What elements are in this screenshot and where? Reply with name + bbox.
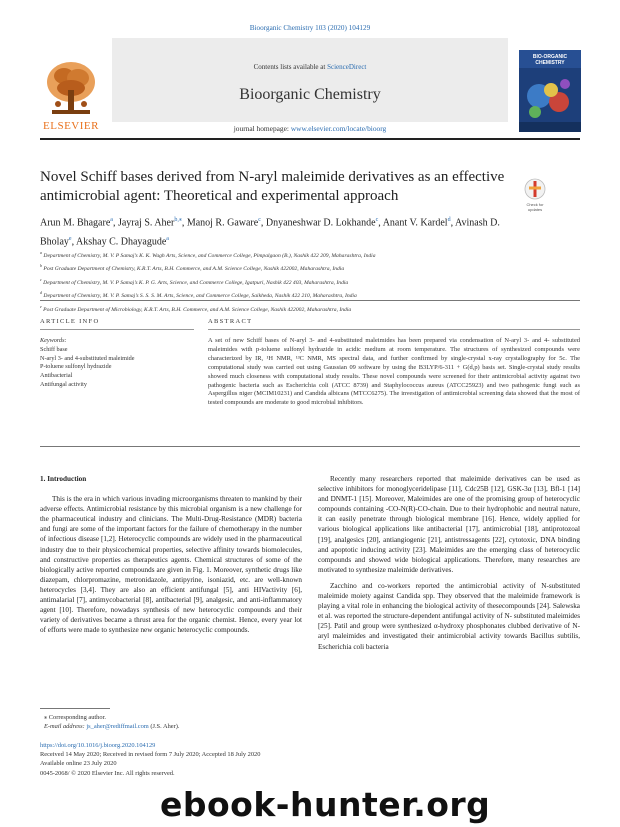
watermark: ebook-hunter.org [160, 785, 491, 824]
affiliation-item [40, 248, 580, 261]
email-suffix: (J.S. Aher). [148, 723, 180, 730]
contents-prefix: Contents lists available at [253, 63, 328, 71]
affiliation-mark: c [40, 276, 42, 282]
author-affiliation-mark[interactable]: c [258, 217, 261, 223]
header-divider [40, 138, 580, 140]
footnote [44, 713, 179, 731]
homepage-prefix: journal homepage: [233, 124, 291, 133]
affiliation-list [40, 248, 580, 315]
author-name[interactable]: Jayraj S. Aher [117, 217, 175, 229]
body-right-column [318, 474, 580, 658]
elsevier-logo[interactable] [40, 56, 102, 134]
author-name[interactable]: Manoj R. Gaware [186, 217, 259, 229]
affiliation-item [40, 302, 580, 315]
divider [208, 329, 580, 330]
cover-title: BIO-ORGANIC CHEMISTRY [532, 54, 568, 66]
footnote-divider [40, 708, 110, 709]
copyright: 0045-2068/ © 2020 Elsevier Inc. All rights reserved. [40, 769, 175, 777]
corresponding-author-note: ⁎ Corresponding author. [44, 714, 106, 721]
author-affiliation-mark[interactable]: a [110, 217, 113, 223]
section-heading: 1. Introduction [40, 475, 87, 483]
keyword-item: Antibacterial [40, 372, 73, 380]
affiliation-mark: d [40, 290, 42, 296]
article-info-heading: ARTICLE INFO [40, 318, 100, 325]
affiliation-mark: b [40, 263, 42, 269]
journal-homepage [112, 124, 508, 133]
affiliation-text: Post Graduate Department of Microbiology, K.R.T. Arts, B.H. Commerce, and A.M. Science College, Nashik 422002, Maharashtra, India [41, 306, 352, 313]
author-affiliation-mark[interactable]: c [375, 217, 379, 223]
divider [40, 300, 580, 301]
affiliation-text: Department of Chemistry, M. V. P Samaj’s K. K. Wagh Arts, Science, and Commerce College, Pimpalgaon (B.), Nashik 422 209, Maharashtra, India [42, 252, 376, 259]
crossmark-label: Check for updates [526, 202, 544, 212]
publication-info [40, 741, 260, 778]
author-affiliation-mark[interactable]: b,⁎ [174, 217, 182, 223]
keyword-item: P-toluene sulfonyl hydrazide [40, 363, 112, 371]
divider [40, 329, 194, 330]
body-paragraph: This is the era in which various invading microorganisms threaten to mankind by their adverse effects. Antimicrobial resistance by this microbial organism is a new challenge for the pharmaceutical industry and clinicians. The Multi-Drug-Resistance (MDR) bacteria and fungi are some of the important factors for the failure of chemotherapy in the number of infectious disease [1,2]. Heterocyclic compounds are widely used in the pharmaceutical industry due to their physicochemical properties, selective affinity towards biomolecules, and constructive properties as therapeutics agents. Chemical structures of some of the biologically active reported compounds are given in Fig. 1. Moreover, synthetic drugs like diazepam, chlorpromazine, metronidazole, antipyrine, isoniazid, etc. are well-known heterocycles [3,4]. They are also an efficient antifungal [5], anti HIVactivity [6], antimalarial [7], antimycobacterial [8], antibacterial [9], analgesic, and anti-inflammatory agent [10]. Therefore, nowadays synthesis of new heterocyclic compounds and their variety of derivatives became a thrust area for the organic chemist. Hence, every year lot of efforts were made to synthesize new organic heterocyclic compounds. [40, 495, 302, 635]
author-affiliation-mark[interactable]: e [68, 236, 72, 243]
doi-link[interactable]: https://doi.org/10.1016/j.bioorg.2020.104129 [40, 742, 156, 749]
author-name[interactable]: Anant V. Kardel [382, 217, 448, 229]
journal-citation[interactable]: Bioorganic Chemistry 103 (2020) 104129 [249, 24, 371, 32]
homepage-link[interactable]: www.elsevier.com/locate/bioorg [290, 124, 387, 133]
elsevier-wordmark: ELSEVIER [43, 120, 99, 132]
affiliation-mark: a [40, 250, 42, 255]
author-list: Arun M. Bhagare$^a$, Jayraj S. Aher$^{b,⁎}$, Manoj R. Gaware$^c$, Dnyaneshwar D. Lokhande$^c$, Anant V. Kardel$^d$, Avinash D. Bholay$^e$, Akshay C. Dhayagude$^a$ [40, 217, 500, 248]
author-name[interactable]: Avinash D. Bholay [40, 217, 500, 248]
keywords-list [40, 346, 194, 390]
author-name[interactable]: Dnyaneshwar D. Lokhande [265, 217, 376, 229]
contents-line [112, 63, 508, 71]
email-label: E-mail address: [44, 723, 87, 730]
sciencedirect-link[interactable]: ScienceDirect [327, 63, 367, 71]
author-name[interactable]: Arun M. Bhagare [40, 217, 111, 229]
keywords-label: Keywords: [40, 337, 67, 344]
body-left-column [40, 474, 302, 641]
abstract-heading: ABSTRACT [208, 318, 253, 325]
affiliation-text: Department of Chemistry, M. V. P Samaj’s K. P. G. Arts, Science, and Commerce College, Igatpuri, Nashik 422 403, Maharashtra, India [41, 279, 349, 286]
article-title: Novel Schiff bases derived from N-aryl maleimide derivatives as an effective antimicrobial agent: Theoretical and experimental approach [40, 169, 505, 204]
body-paragraph: Recently many researchers reported that maleimide derivatives can be used as selective inhibitors for monoglyceridelipase [11], Cdc25B [12], GSK-3α [13], Bfl-1 [14] and DNMT-1 [15]. Moreover, Maleimides are one of the promising group of heterocyclic compounds containing -CO-N(R)-CO-chain. Due to their hydrophobic and neutral nature, it can easily penetrate through biological membrane [16]. Hence, widely applied for various biological applications like antibacterial [17], antimicrobial [18], antiprotozoal [19], analgesics [20], antiangiogenic [21], antistressagents [22], cytotoxic, DNA binding and apoptotic inducing activity [23]. Maleimides are the emerging class of heterocyclic compounds and showed wide biological applications. Therefore, many researches are motivated to synthesize maleimide derivatives. [318, 475, 580, 574]
affiliation-item [40, 275, 580, 288]
affiliation-text: Post Graduate Department of Chemistry, K.R.T. Arts, B.H. Commerce, and A.M. Science College, Nashik 422002, Maharashtra, India [42, 266, 345, 273]
journal-name: Bioorganic Chemistry [239, 86, 381, 103]
keywords-block [40, 337, 194, 390]
author-affiliation-mark[interactable]: d [447, 217, 451, 223]
email-link[interactable]: js_aher@rediffmail.com [86, 723, 149, 730]
abstract-text: A set of new Schiff bases of N-aryl 3- and 4-substituted maleimides has been prepared via condensation of N-aryl 3- and 4- substituted maleimides with p-toluene sulfonyl hydrazide in acidic medium at room temperature. The structures of synthesized compounds were characterized by IR, ¹H NMR, ¹³C NMR, MS spectral data, and further confirmed by single-crystal x-ray crystallography for 5c. The computational study was carried out using Gaussian 09 software by using the B3LYP/6-311 + G(d,p) basis set. Single-crystal study results showed much closeness with computational study results. These novel compounds were screened for their antimicrobial activity against two pathogenic bacteria such as Escherichia coli (ATCC 8739) and Staphylococcus aureus (ATCC25923) and two pathogenic fungi such as Aspergillus niger (MCIM10231) and Candida albicans (MTCC6275). The investigation of antimicrobial screening data showed that the most of tested compounds are moderate to good microbial inhibitors. [208, 337, 580, 407]
journal-cover-image[interactable] [519, 50, 581, 132]
available-online: Available online 23 July 2020 [40, 760, 117, 768]
divider [40, 446, 580, 447]
email-line [44, 722, 179, 731]
author-affiliation-mark[interactable]: a [166, 236, 169, 243]
check-for-updates-badge[interactable] [520, 178, 550, 214]
journal-header-box [112, 38, 508, 122]
crossmark-icon [520, 178, 550, 202]
affiliation-item [40, 261, 580, 274]
affiliation-mark: e [40, 303, 42, 309]
keyword-item: Schiff base [40, 345, 68, 353]
keyword-item: Antifungal activity [40, 380, 87, 388]
affiliation-text: Department of Chemistry, M. V. P. Samaj’s S. S. S. M. Arts, Science, and Commerce College, Saikheda, Nashik 422 210, Maharashtra, India [42, 293, 357, 300]
author-name[interactable]: Akshay C. Dhayagude [76, 236, 167, 248]
received-dates: Received 14 May 2020; Received in revised form 7 July 2020; Accepted 18 July 2020 [40, 751, 261, 759]
body-paragraph: Zacchino and co-workers reported the antimicrobial activity of N-substituted maleimide moiety against Candida spp. They observed that the maleimide framework is playing a vital role in enhancing the biological activity of thesecompounds [24]. Salewska et al. was reported the structure-dependent antifungal activity of N- substituted maleimides [25]. Patil and group were synthesized α-hydroxy phosphonates clubbed derivative of N-aryl maleimides and investigated their antimicrobial activity towards Bacillus subtilis, Escherichia coli bacteria [318, 581, 580, 651]
keyword-item: N-aryl 3- and 4-substituted maleimide [40, 354, 135, 362]
